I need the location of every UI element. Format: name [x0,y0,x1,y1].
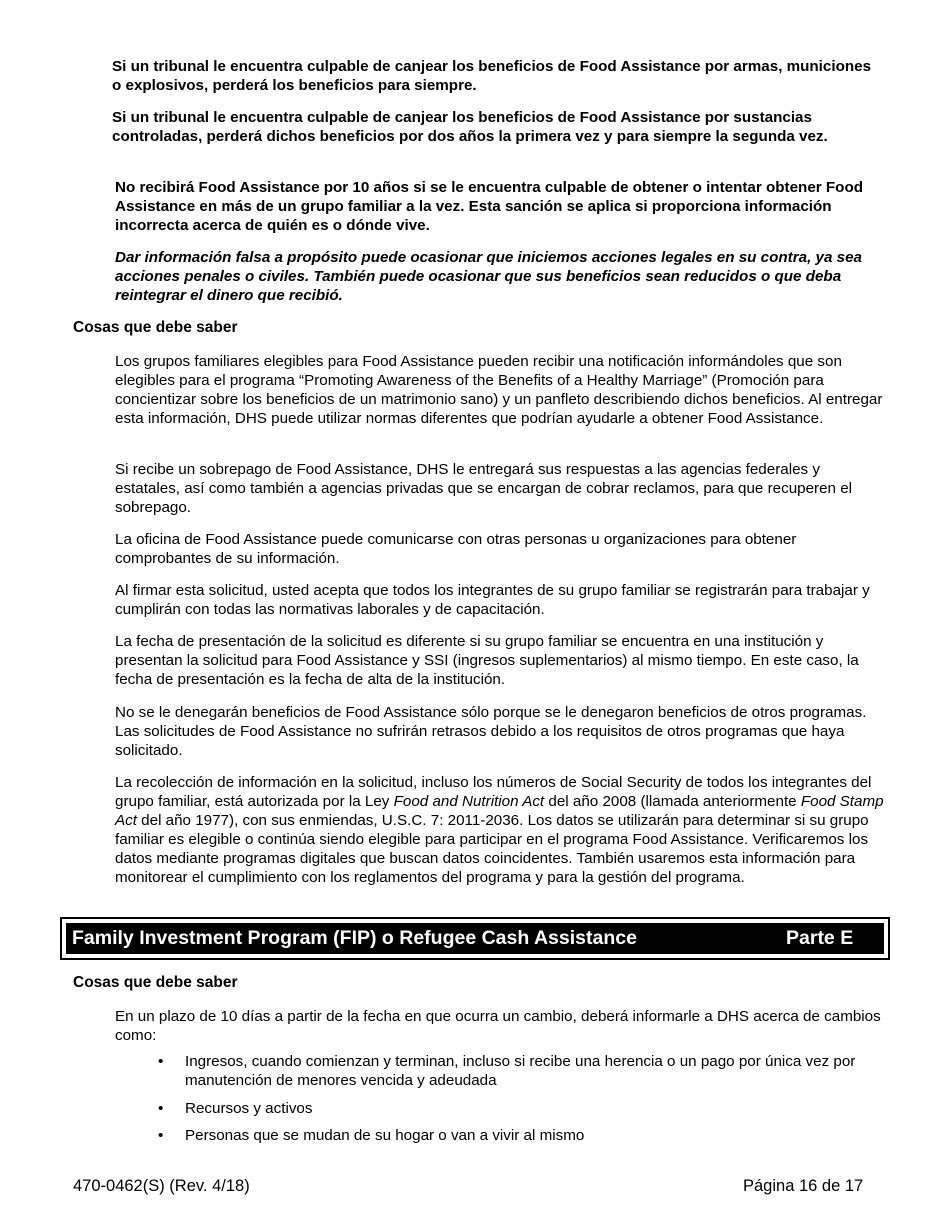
text-run: del año 2008 (llamada anteriormente [544,793,801,810]
bullet-icon: • [158,1127,164,1144]
paragraph-overpayment: Si recibe un sobrepago de Food Assistance, DHS le entregará sus respuestas a las agencias federales y estatales, así como también a agencias privadas que se encargan de cobrar reclamos, para que recuperen el sobrepago. [115,461,853,516]
text-run: del año 1977), con sus enmiendas, U.S.C. 7: 2011-2036. Los datos se utilizarán para determinar si su grupo familiar es elegible o continúa siendo elegible para participar en el programa Food Assistance. Verificaremos los datos mediante programas digitales que buscan datos coincidentes. También usaremos esta información para monitorear el cumplimiento con los reglamentos del programa y para la gestión del programa. [115,812,869,886]
paragraph-verification-contacts: La oficina de Food Assistance puede comunicarse con otras personas u organizaciones para obtener comprobantes de su información. [115,531,797,567]
warning-controlled-substances: Si un tribunal le encuentra culpable de canjear los beneficios de Food Assistance por sustancias controladas, perderá dichos beneficios por dos años la primera vez y para siempre la segunda vez. [112,109,828,145]
paragraph-change-reporting-intro: En un plazo de 10 días a partir de la fecha en que ocurra un cambio, deberá informarle a DHS acerca de cambios como: [115,1008,881,1044]
list-item-text: Recursos y activos [185,1100,313,1117]
list-item-text: Ingresos, cuando comienzan y terminan, incluso si recibe una herencia o un pago por única vez por manutención de menores vencida y adeudada [185,1053,856,1089]
footer-page-number: Página 16 de 17 [743,1177,864,1195]
paragraph-work-registration: Al firmar esta solicitud, usted acepta que todos los integrantes de su grupo familiar se registrarán para trabajar y cumplirán con todas las normativas laborales y de capacitación. [115,582,870,618]
section-banner-part-e [60,917,890,960]
footer-form-number: 470-0462(S) (Rev. 4/18) [73,1177,250,1195]
list-item-income [158,1052,888,1090]
act-name-food-stamp: Food Stamp Act [115,793,884,829]
act-name-food-nutrition: Food and Nutrition Act [393,793,545,810]
list-item-household-members [158,1126,888,1145]
text-run: La recolección de información en la solicitud, incluso los números de Social Security de todos los integrantes del grupo familiar, está autorizada por la Ley [115,774,872,810]
warning-false-information: Dar información falsa a propósito puede ocasionar que iniciemos acciones legales en su contra, ya sea acciones penales o civiles. También puede ocasionar que sus beneficios sean reducidos o que deba reintegrar el dinero que recibió. [115,249,862,304]
list-item-resources [158,1099,888,1118]
list-item-text: Personas que se mudan de su hogar o van a vivir al mismo [185,1127,585,1144]
paragraph-healthy-marriage: Los grupos familiares elegibles para Food Assistance pueden recibir una notificación informándoles que son elegibles para el programa “Promoting Awareness of the Benefits of a Healthy Marriage” (Promoción para concientizar sobre los beneficios de un matrimonio sano) y un panfleto describiendo dichos beneficios. Al entregar esta información, DHS puede utilizar normas diferentes que podrían ayudarle a obtener Food Assistance. [115,353,883,427]
section-heading-things-to-know: Cosas que debe saber [73,319,238,336]
warning-duplicate-participation: No recibirá Food Assistance por 10 años si se le encuentra culpable de obtener o intentar obtener Food Assistance en más de un grupo familiar a la vez. Esta sanción se aplica si proporciona información incorrecta acerca de quién es o dónde vive. [115,179,864,234]
paragraph-no-denial: No se le denegarán beneficios de Food Assistance sólo porque se le denegaron beneficios de otros programas. Las solicitudes de Food Assistance no sufrirán retrasos debido a los requisitos de otros programas que haya solicitado. [115,704,867,759]
section-e-heading-things-to-know: Cosas que debe saber [73,974,238,991]
section-banner-fill [66,923,884,954]
warning-weapons: Si un tribunal le encuentra culpable de canjear los beneficios de Food Assistance por armas, municiones o explosivos, perderá los beneficios para siempre. [112,58,872,94]
section-banner-title: Family Investment Program (FIP) o Refugee Cash Assistance [72,927,637,949]
paragraph-filing-date: La fecha de presentación de la solicitud es diferente si su grupo familiar se encuentra en una institución y presentan la solicitud para Food Assistance y SSI (ingresos suplementarios) al mismo tiempo. En este caso, la fecha de presentación es la fecha de alta de la institución. [115,633,859,688]
bullet-icon: • [158,1053,164,1070]
bullet-icon: • [158,1100,164,1117]
paragraph-data-collection-authority [115,773,885,887]
section-banner-part-label: Parte E [786,927,854,949]
